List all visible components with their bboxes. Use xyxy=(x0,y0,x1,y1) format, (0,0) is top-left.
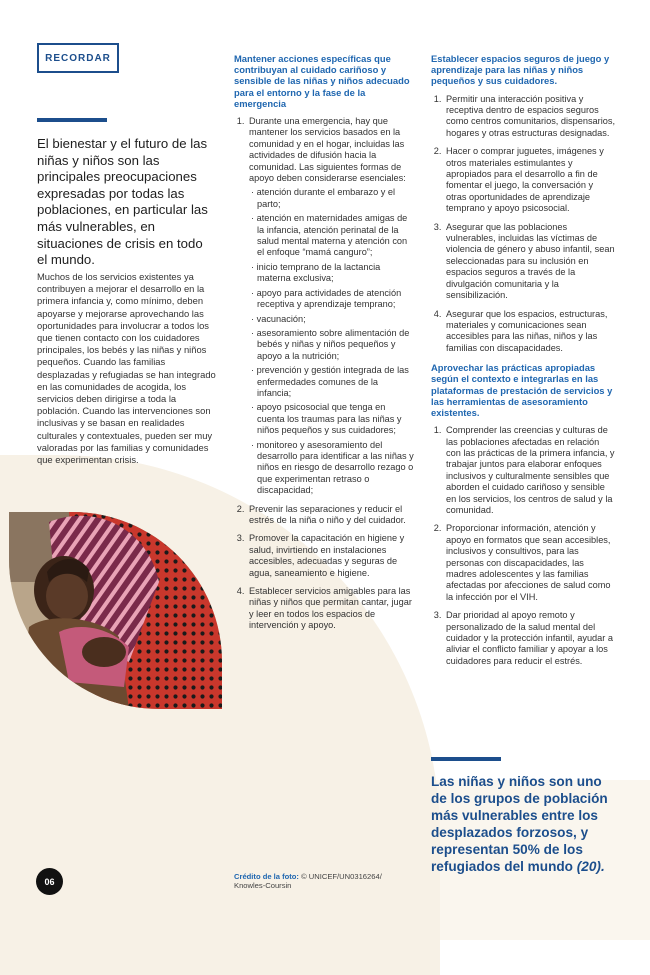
bullet-item: · inicio temprano de la lactancia materna exclusiva; xyxy=(249,262,414,285)
essential-support-list xyxy=(249,187,414,496)
photo-credit-text: © UNICEF/UN0316264/ Knowles-Coursin xyxy=(234,872,382,891)
section-heading-specific-actions: Mantener acciones específicas que contribuyan al cuidado cariñoso y sensible de las niñas y niños adecuado para el entorno y la fase de la emergencia xyxy=(234,53,410,109)
bullet-item: · prevención y gestión integrada de las enfermedades comunes de la infancia; xyxy=(249,365,414,399)
column-emergency-actions xyxy=(234,53,414,640)
list-item: 3. Dar prioridad al apoyo remoto y personalizado de la salud mental del cuidador y la protección infantil, ayudar a aliviar el conflicto familiar y apoyar a los cuidadores para reducir el estrés. xyxy=(444,610,616,667)
quote-text: de los refugiados del mundo xyxy=(431,842,583,874)
list-item: 2. Prevenir las separaciones y reducir el estrés de la niña o niño y del cuidador. xyxy=(247,504,414,527)
list-item: 4. Asegurar que los espacios, estructuras, materiales y comunicaciones sean accesibles para las niñas, niños y las familias con discapacidades. xyxy=(444,309,616,355)
list-item: 1. Permitir una interacción positiva y receptiva dentro de espacios seguros como centros comunitarios, dispensarios, hogares y otras estructuras designadas. xyxy=(444,94,616,140)
list-item xyxy=(247,116,414,497)
page-number: 06 xyxy=(36,868,63,895)
bullet-item: · apoyo para actividades de atención receptiva y aprendizaje temprano; xyxy=(249,288,414,311)
photo-credit-label: Crédito de la foto: xyxy=(234,872,299,881)
list-item: 3. Asegurar que las poblaciones vulnerables, incluidas las víctimas de violencia de género y abuso infantil, sean seleccionadas para su inclusión en espacios seguros a través de la divulgación comunitaria y la sensibilización. xyxy=(444,222,616,302)
list-item: 1. Comprender las creencias y culturas de las poblaciones afectadas en relación con las prácticas de la primera infancia, y trabajar juntos para elaborar enfoques inclusivos y culturalmente sensibles que aborden el cuidado cariñoso y sensible en los servicios, los centros de salud y la comunidad. xyxy=(444,425,616,516)
highlight-quote xyxy=(431,773,621,875)
bullet-item: · atención durante el embarazo y el parto; xyxy=(249,187,414,210)
quote-text: Las niñas y niños son uno de los grupos de población más vulnerables entre los desplazados forzosos, y representan xyxy=(431,774,608,857)
list-item: 2. Proporcionar información, atención y apoyo en formatos que sean accesibles, inclusivos y consultivos, para las personas con discapacidades, las madres adolescentes y las familias afectadas por afecciones de salud como la infección por el VIH. xyxy=(444,523,616,603)
list-item: 3. Promover la capacitación en higiene y salud, invirtiendo en instalaciones accesibles, adecuadas y seguras de agua, saneamiento e higiene. xyxy=(247,533,414,579)
bullet-item: · atención en maternidades amigas de la infancia, atención perinatal de la salud mental materna y atención con el enfoque “mamá canguro”; xyxy=(249,213,414,259)
intro-paragraph: Muchos de los servicios existentes ya contribuyen a mejorar el desarrollo en la primera infancia y, como mínimo, deben apoyarse y mejorarse aprovechando las oportunidades para involucrar a todos los que tienen contacto con los cuidadores principales, los bebés y las niñas y niños pequeños. Cuando las familias desplazadas y refugiadas se han integrado en las comunidades de acogida, los servicios deben dirigirse a toda la población. Cuando las intervenciones son inclusivas y se basan en realidades culturales y contextuales, pueden ser muy valoradas por las familias y comunidades que experimentan crisis. xyxy=(37,271,216,466)
recordar-tag: RECORDAR xyxy=(37,43,119,73)
bullet-item: · monitoreo y asesoramiento del desarrollo para identificar a las niñas y niños en riesgo de desarrollo rezago o que experimentan retraso o discapacidad; xyxy=(249,440,414,497)
list-item: 2. Hacer o comprar juguetes, imágenes y otros materiales estimulantes y apropiados para el desarrollo a fin de fomentar el juego, la conversación y otras oportunidades de aprendizaje temprano y apoyo psicosocial. xyxy=(444,146,616,214)
accent-rule xyxy=(37,118,107,122)
section-heading-safe-spaces: Establecer espacios seguros de juego y aprendizaje para las niñas y niños pequeños y sus cuidadores. xyxy=(431,53,610,87)
accent-rule xyxy=(431,757,501,761)
bullet-item: · apoyo psicosocial que tenga en cuenta los traumas para las niñas y niños pequeños y sus cuidadores; xyxy=(249,402,414,436)
column-safe-spaces xyxy=(431,53,616,675)
list-item-text: Durante una emergencia, hay que mantener los servicios basados en la comunidad y en el hogar, incluidas las actividades de difusión hacia la comunidad. Las siguientes formas de apoyo deben considerarse esenciales: xyxy=(249,116,406,184)
bullet-item: · vacunación; xyxy=(249,314,414,325)
photo-credit xyxy=(234,872,409,890)
quote-percentage: 50% xyxy=(512,842,540,857)
section-heading-practices: Aprovechar las prácticas apropiadas según el contexto e integrarlas en las plataformas de prestación de servicios y las herramientas de asesoramiento existentes. xyxy=(431,362,613,418)
bullet-item: · asesoramiento sobre alimentación de bebés y niñas y niños pequeños y apoyo a la nutrición; xyxy=(249,328,414,362)
list-item: 4. Establecer servicios amigables para las niñas y niños que permitan cantar, jugar y leer en todos los espacios de intervención y apoyo. xyxy=(247,586,414,632)
lead-statement: El bienestar y el futuro de las niñas y niños son las principales preocupaciones expresadas por todas las poblaciones, en particular las más vulnerables, en situaciones de crisis en todo el mundo. xyxy=(37,136,208,268)
quote-reference: (20). xyxy=(576,859,605,874)
